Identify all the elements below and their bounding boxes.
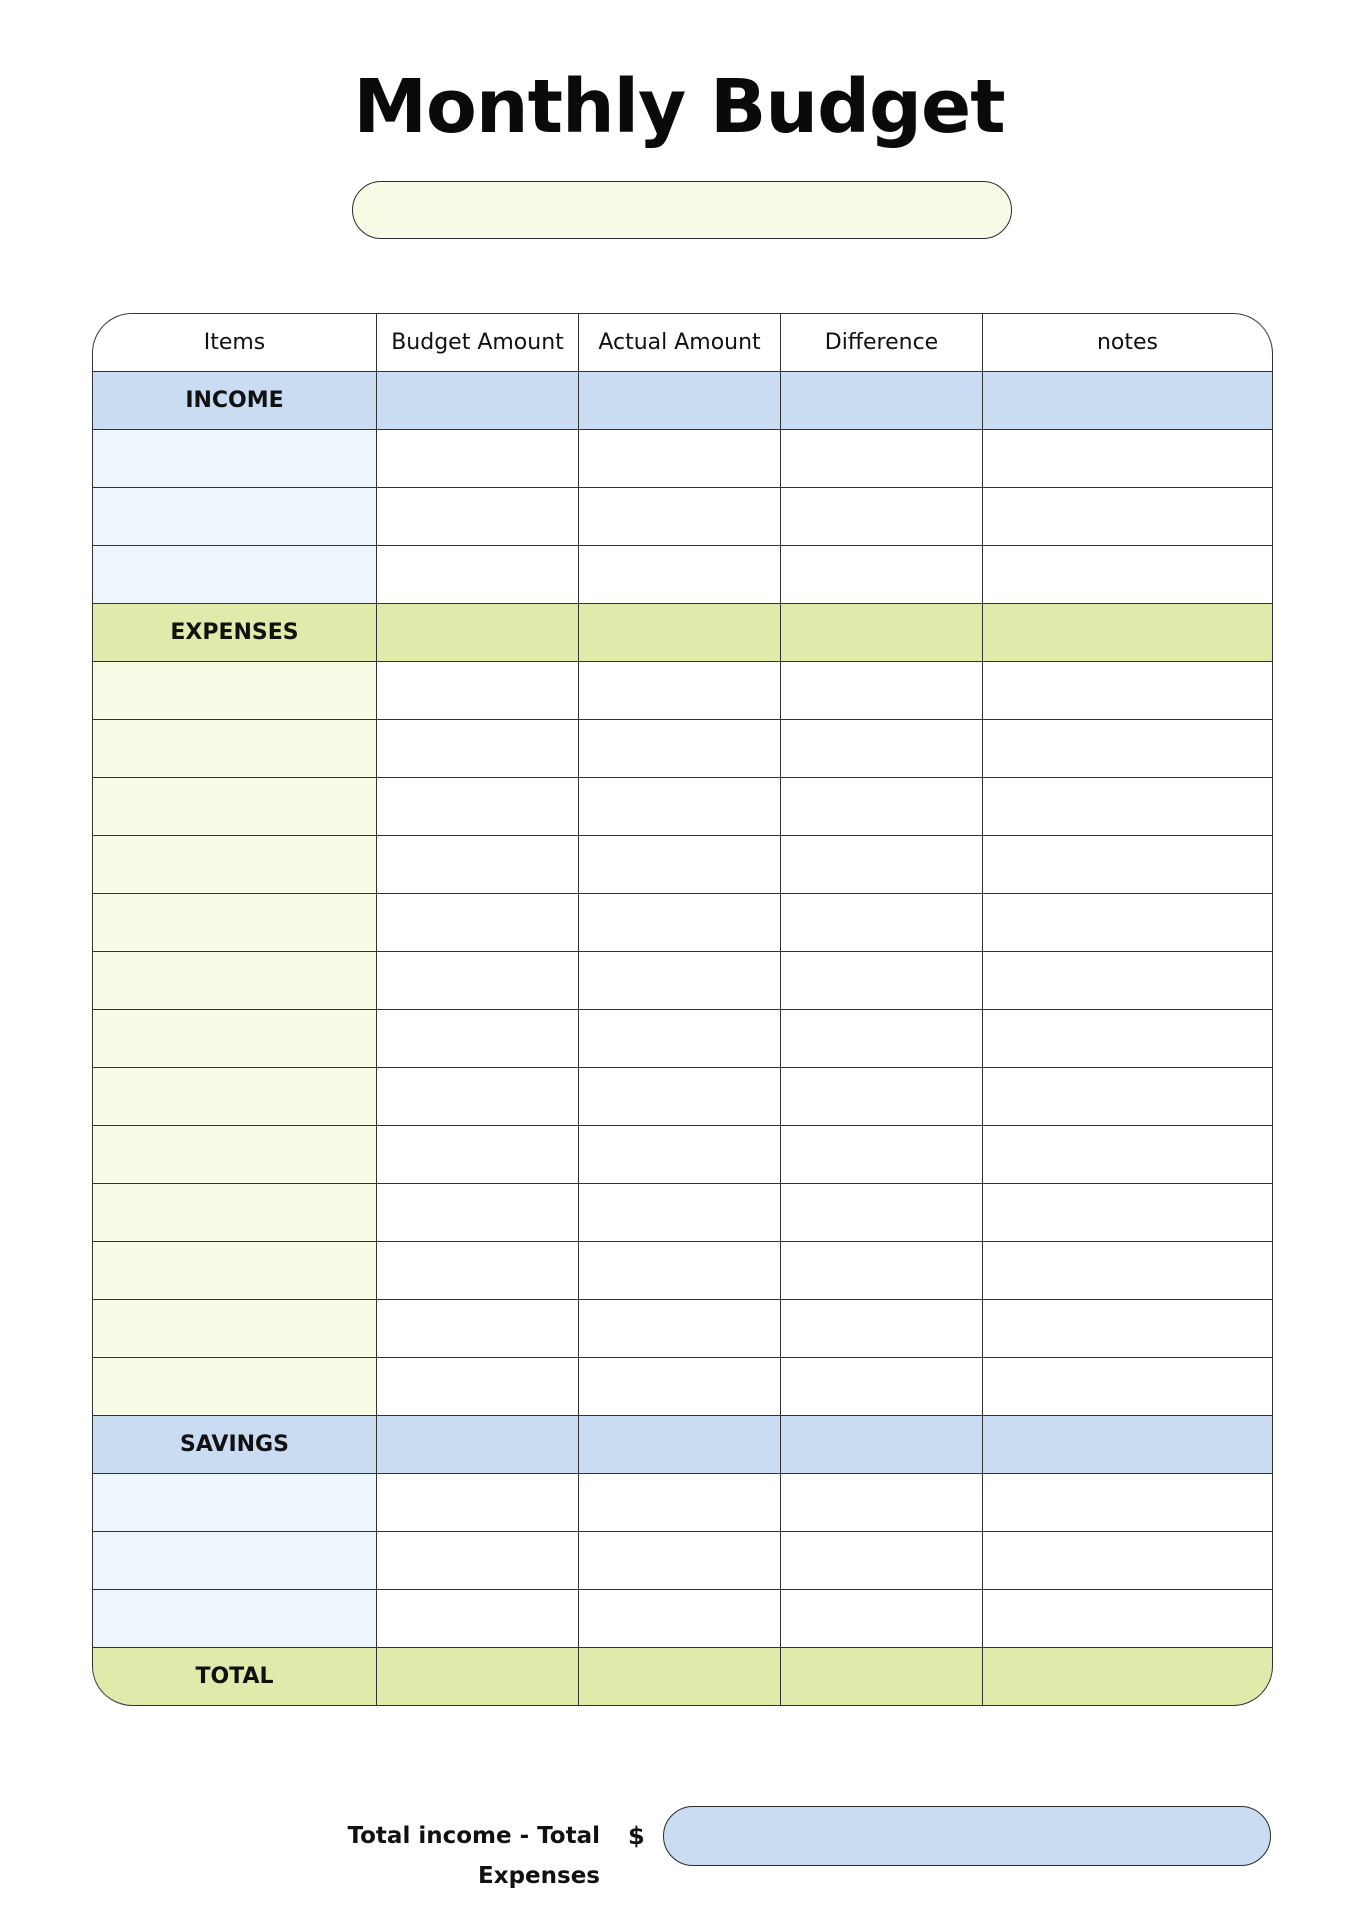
column-header-notes: notes xyxy=(983,314,1273,372)
expenses-difference-entry-cell[interactable] xyxy=(781,1358,983,1416)
savings-budget-entry-cell[interactable] xyxy=(377,1532,579,1590)
income-entry-row xyxy=(93,488,1273,546)
income-item-cell[interactable] xyxy=(93,488,377,546)
income-item-cell[interactable] xyxy=(93,546,377,604)
income-difference-entry-cell[interactable] xyxy=(781,430,983,488)
expenses-notes-entry-cell[interactable] xyxy=(983,662,1273,720)
expenses-budget-entry-cell[interactable] xyxy=(377,1184,579,1242)
expenses-budget-cell[interactable] xyxy=(377,604,579,662)
expenses-item-cell[interactable] xyxy=(93,952,377,1010)
expenses-item-cell[interactable] xyxy=(93,778,377,836)
savings-notes-entry-cell[interactable] xyxy=(983,1532,1273,1590)
expenses-entry-row xyxy=(93,1010,1273,1068)
savings-difference-entry-cell[interactable] xyxy=(781,1590,983,1648)
expenses-entry-row xyxy=(93,1068,1273,1126)
expenses-budget-entry-cell[interactable] xyxy=(377,778,579,836)
expenses-section-label: EXPENSES xyxy=(93,604,377,662)
expenses-notes-entry-cell[interactable] xyxy=(983,1010,1273,1068)
expenses-item-cell[interactable] xyxy=(93,1010,377,1068)
income-entry-row xyxy=(93,546,1273,604)
expenses-entry-row xyxy=(93,952,1273,1010)
expenses-actual-entry-cell[interactable] xyxy=(579,720,781,778)
expenses-difference-entry-cell[interactable] xyxy=(781,1126,983,1184)
total-row xyxy=(93,1648,1273,1706)
expenses-difference-entry-cell[interactable] xyxy=(781,894,983,952)
column-header-difference: Difference xyxy=(781,314,983,372)
total-budget-cell[interactable] xyxy=(377,1648,579,1706)
expenses-difference-entry-cell[interactable] xyxy=(781,836,983,894)
expenses-entry-row xyxy=(93,1126,1273,1184)
expenses-item-cell[interactable] xyxy=(93,1358,377,1416)
income-item-cell[interactable] xyxy=(93,430,377,488)
total-actual-cell[interactable] xyxy=(579,1648,781,1706)
income-actual-entry-cell[interactable] xyxy=(579,488,781,546)
expenses-notes-entry-cell[interactable] xyxy=(983,836,1273,894)
income-notes-entry-cell[interactable] xyxy=(983,488,1273,546)
column-header-items: Items xyxy=(93,314,377,372)
expenses-actual-entry-cell[interactable] xyxy=(579,1242,781,1300)
income-section-label: INCOME xyxy=(93,372,377,430)
expenses-difference-entry-cell[interactable] xyxy=(781,778,983,836)
table-body xyxy=(93,372,1273,1706)
expenses-entry-row xyxy=(93,778,1273,836)
savings-notes-entry-cell[interactable] xyxy=(983,1474,1273,1532)
expenses-budget-entry-cell[interactable] xyxy=(377,1358,579,1416)
expenses-item-cell[interactable] xyxy=(93,720,377,778)
savings-difference-entry-cell[interactable] xyxy=(781,1474,983,1532)
income-difference-cell[interactable] xyxy=(781,372,983,430)
income-budget-cell[interactable] xyxy=(377,372,579,430)
total-label: TOTAL xyxy=(93,1648,377,1706)
expenses-difference-entry-cell[interactable] xyxy=(781,662,983,720)
savings-item-cell[interactable] xyxy=(93,1590,377,1648)
expenses-entry-row xyxy=(93,1300,1273,1358)
savings-actual-entry-cell[interactable] xyxy=(579,1590,781,1648)
expenses-difference-entry-cell[interactable] xyxy=(781,1068,983,1126)
savings-item-cell[interactable] xyxy=(93,1532,377,1590)
expenses-entry-row xyxy=(93,1358,1273,1416)
expenses-actual-entry-cell[interactable] xyxy=(579,1068,781,1126)
savings-budget-entry-cell[interactable] xyxy=(377,1474,579,1532)
expenses-notes-entry-cell[interactable] xyxy=(983,720,1273,778)
expenses-item-cell[interactable] xyxy=(93,1300,377,1358)
net-total-field[interactable] xyxy=(663,1806,1271,1866)
savings-difference-cell[interactable] xyxy=(781,1416,983,1474)
page-title: Monthly Budget xyxy=(353,64,1005,150)
total-difference-cell[interactable] xyxy=(781,1648,983,1706)
expenses-notes-entry-cell[interactable] xyxy=(983,1126,1273,1184)
income-actual-entry-cell[interactable] xyxy=(579,430,781,488)
expenses-notes-entry-cell[interactable] xyxy=(983,1300,1273,1358)
expenses-item-cell[interactable] xyxy=(93,1068,377,1126)
income-budget-entry-cell[interactable] xyxy=(377,488,579,546)
expenses-item-cell[interactable] xyxy=(93,894,377,952)
expenses-actual-entry-cell[interactable] xyxy=(579,836,781,894)
expenses-notes-entry-cell[interactable] xyxy=(983,778,1273,836)
expenses-actual-entry-cell[interactable] xyxy=(579,952,781,1010)
expenses-budget-entry-cell[interactable] xyxy=(377,720,579,778)
income-difference-entry-cell[interactable] xyxy=(781,488,983,546)
expenses-notes-cell[interactable] xyxy=(983,604,1273,662)
income-section-row xyxy=(93,372,1273,430)
income-notes-entry-cell[interactable] xyxy=(983,546,1273,604)
income-notes-cell[interactable] xyxy=(983,372,1273,430)
month-name-field[interactable] xyxy=(352,181,1012,239)
expenses-difference-entry-cell[interactable] xyxy=(781,1300,983,1358)
column-header-actual-amount: Actual Amount xyxy=(579,314,781,372)
expenses-actual-entry-cell[interactable] xyxy=(579,1126,781,1184)
expenses-item-cell[interactable] xyxy=(93,836,377,894)
expenses-difference-entry-cell[interactable] xyxy=(781,952,983,1010)
expenses-actual-entry-cell[interactable] xyxy=(579,1010,781,1068)
expenses-section-row xyxy=(93,604,1273,662)
expenses-actual-entry-cell[interactable] xyxy=(579,1300,781,1358)
expenses-budget-entry-cell[interactable] xyxy=(377,894,579,952)
expenses-entry-row xyxy=(93,836,1273,894)
expenses-actual-entry-cell[interactable] xyxy=(579,778,781,836)
income-actual-cell[interactable] xyxy=(579,372,781,430)
column-header-budget-amount: Budget Amount xyxy=(377,314,579,372)
savings-entry-row xyxy=(93,1532,1273,1590)
savings-entry-row xyxy=(93,1590,1273,1648)
expenses-actual-entry-cell[interactable] xyxy=(579,1184,781,1242)
expenses-difference-entry-cell[interactable] xyxy=(781,1242,983,1300)
currency-symbol: $ xyxy=(628,1822,645,1850)
savings-item-cell[interactable] xyxy=(93,1474,377,1532)
expenses-budget-entry-cell[interactable] xyxy=(377,952,579,1010)
expenses-budget-entry-cell[interactable] xyxy=(377,1068,579,1126)
expenses-notes-entry-cell[interactable] xyxy=(983,1068,1273,1126)
expenses-actual-entry-cell[interactable] xyxy=(579,662,781,720)
expenses-item-cell[interactable] xyxy=(93,1184,377,1242)
budget-table xyxy=(92,313,1273,1706)
savings-section-row xyxy=(93,1416,1273,1474)
expenses-item-cell[interactable] xyxy=(93,662,377,720)
expenses-notes-entry-cell[interactable] xyxy=(983,1184,1273,1242)
expenses-entry-row xyxy=(93,894,1273,952)
income-difference-entry-cell[interactable] xyxy=(781,546,983,604)
expenses-budget-entry-cell[interactable] xyxy=(377,1010,579,1068)
expenses-entry-row xyxy=(93,1242,1273,1300)
income-budget-entry-cell[interactable] xyxy=(377,430,579,488)
savings-actual-cell[interactable] xyxy=(579,1416,781,1474)
expenses-notes-entry-cell[interactable] xyxy=(983,952,1273,1010)
expenses-budget-entry-cell[interactable] xyxy=(377,836,579,894)
expenses-budget-entry-cell[interactable] xyxy=(377,1126,579,1184)
expenses-actual-cell[interactable] xyxy=(579,604,781,662)
expenses-entry-row xyxy=(93,1184,1273,1242)
expenses-notes-entry-cell[interactable] xyxy=(983,1358,1273,1416)
income-notes-entry-cell[interactable] xyxy=(983,430,1273,488)
table-header-row xyxy=(93,314,1273,372)
expenses-budget-entry-cell[interactable] xyxy=(377,662,579,720)
income-budget-entry-cell[interactable] xyxy=(377,546,579,604)
savings-difference-entry-cell[interactable] xyxy=(781,1532,983,1590)
expenses-difference-entry-cell[interactable] xyxy=(781,720,983,778)
total-notes-cell[interactable] xyxy=(983,1648,1273,1706)
expenses-budget-entry-cell[interactable] xyxy=(377,1242,579,1300)
savings-budget-cell[interactable] xyxy=(377,1416,579,1474)
net-total-label: Total income - Total Expenses xyxy=(347,1823,600,1889)
expenses-difference-cell[interactable] xyxy=(781,604,983,662)
savings-entry-row xyxy=(93,1474,1273,1532)
savings-actual-entry-cell[interactable] xyxy=(579,1532,781,1590)
savings-actual-entry-cell[interactable] xyxy=(579,1474,781,1532)
expenses-difference-entry-cell[interactable] xyxy=(781,1010,983,1068)
expenses-entry-row xyxy=(93,662,1273,720)
expenses-notes-entry-cell[interactable] xyxy=(983,894,1273,952)
income-actual-entry-cell[interactable] xyxy=(579,546,781,604)
income-entry-row xyxy=(93,430,1273,488)
expenses-difference-entry-cell[interactable] xyxy=(781,1184,983,1242)
expenses-notes-entry-cell[interactable] xyxy=(983,1242,1273,1300)
savings-notes-entry-cell[interactable] xyxy=(983,1590,1273,1648)
expenses-budget-entry-cell[interactable] xyxy=(377,1300,579,1358)
savings-budget-entry-cell[interactable] xyxy=(377,1590,579,1648)
savings-section-label: SAVINGS xyxy=(93,1416,377,1474)
expenses-item-cell[interactable] xyxy=(93,1126,377,1184)
expenses-item-cell[interactable] xyxy=(93,1242,377,1300)
expenses-actual-entry-cell[interactable] xyxy=(579,894,781,952)
expenses-actual-entry-cell[interactable] xyxy=(579,1358,781,1416)
savings-notes-cell[interactable] xyxy=(983,1416,1273,1474)
expenses-entry-row xyxy=(93,720,1273,778)
